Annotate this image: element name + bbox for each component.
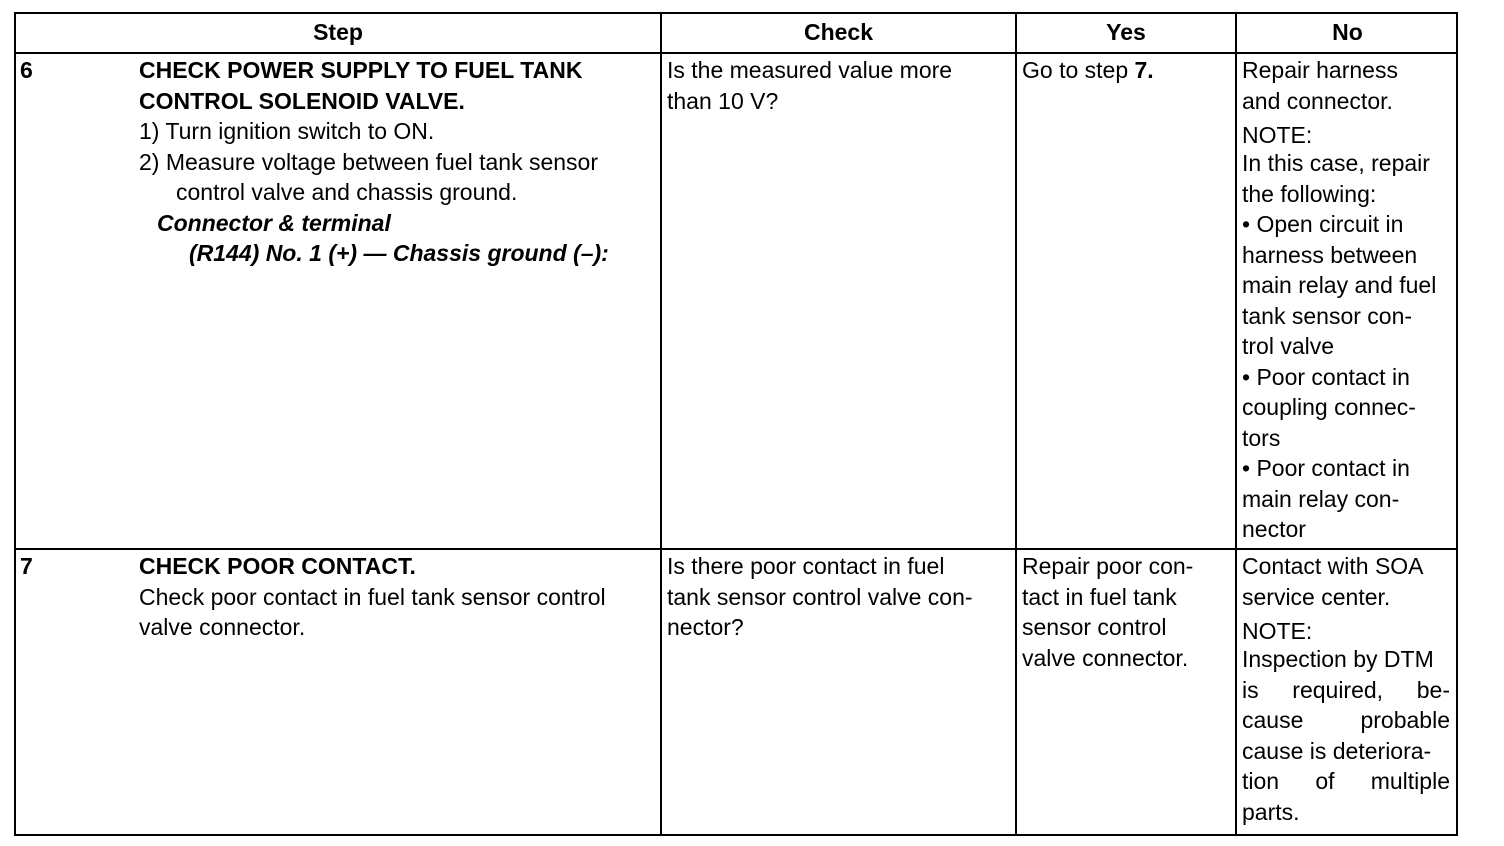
note-line: cause is deteriora- — [1242, 737, 1432, 764]
note-line: harness between — [1242, 241, 1418, 268]
note-line: • Open circuit in — [1242, 211, 1404, 237]
diagnostic-table — [14, 12, 1458, 836]
no-action — [1242, 551, 1450, 827]
no-line: Repair harness — [1242, 57, 1398, 83]
column-divider — [1235, 14, 1237, 834]
note-line: • Poor contact in — [1242, 363, 1410, 390]
step-description — [139, 55, 657, 269]
note-line: nector — [1242, 516, 1306, 542]
note-line: main relay con- — [1242, 485, 1400, 512]
yes-action — [1022, 551, 1232, 673]
header-yes: Yes — [1106, 19, 1146, 45]
step-number: 7 — [20, 553, 33, 579]
header-step: Step — [313, 19, 363, 45]
note-line: Inspection by DTM — [1242, 646, 1434, 672]
note-line: main relay and fuel — [1242, 272, 1437, 298]
note-line: is required, be- — [1242, 676, 1450, 703]
row-divider — [16, 52, 1456, 54]
row-divider — [16, 548, 1456, 550]
note-line: coupling connec- — [1242, 394, 1416, 420]
step-title: CHECK POWER SUPPLY TO FUEL TANK — [139, 57, 583, 83]
note-line: tank sensor con- — [1242, 302, 1413, 329]
step-instruction: control valve and chassis ground. — [176, 179, 518, 205]
check-line: tank sensor control valve con- — [667, 583, 973, 610]
header-check: Check — [803, 19, 874, 45]
no-line: service center. — [1242, 583, 1391, 610]
step-number: 6 — [20, 57, 33, 83]
step-description — [139, 551, 657, 643]
column-divider — [1015, 14, 1017, 834]
note-line: • Poor contact in — [1242, 455, 1410, 481]
step-instruction: valve connector. — [139, 614, 306, 640]
note-line: cause probable — [1242, 707, 1450, 733]
no-action — [1242, 55, 1456, 545]
yes-step-ref: 7. — [1134, 57, 1154, 83]
step-title: CONTROL SOLENOID VALVE. — [139, 87, 465, 114]
connector-label: Connector & terminal — [157, 209, 391, 236]
column-divider — [660, 14, 662, 834]
note-line: the following: — [1242, 180, 1377, 207]
no-line: and connector. — [1242, 87, 1393, 114]
yes-line: sensor control — [1022, 614, 1167, 640]
yes-text: Go to step — [1022, 57, 1135, 83]
header-no: No — [1332, 19, 1363, 45]
check-line: than 10 V? — [667, 87, 779, 114]
note-label: NOTE: — [1242, 122, 1313, 148]
note-line: tors — [1242, 424, 1281, 451]
yes-action — [1022, 55, 1232, 86]
step-instruction: 1) Turn ignition switch to ON. — [139, 118, 435, 144]
check-line: Is the measured value more — [667, 57, 953, 83]
no-line: Contact with SOA — [1242, 553, 1424, 579]
check-question — [667, 55, 1012, 116]
yes-line: valve connector. — [1022, 644, 1189, 671]
connector-value: (R144) No. 1 (+) — Chassis ground (–): — [189, 240, 609, 266]
yes-line: Repair poor con- — [1022, 553, 1194, 579]
yes-line: tact in fuel tank — [1022, 583, 1177, 610]
note-line: trol valve — [1242, 333, 1335, 359]
note-line: parts. — [1242, 798, 1300, 825]
note-line: tion of multiple — [1242, 768, 1450, 794]
check-question — [667, 551, 1012, 643]
step-instruction: Check poor contact in fuel tank sensor control — [139, 583, 606, 610]
check-line: nector? — [667, 614, 744, 640]
note-label: NOTE: — [1242, 618, 1313, 644]
step-title: CHECK POOR CONTACT. — [139, 553, 416, 579]
note-line: In this case, repair — [1242, 150, 1430, 176]
check-line: Is there poor contact in fuel — [667, 553, 945, 579]
step-instruction: 2) Measure voltage between fuel tank sensor — [139, 148, 598, 175]
